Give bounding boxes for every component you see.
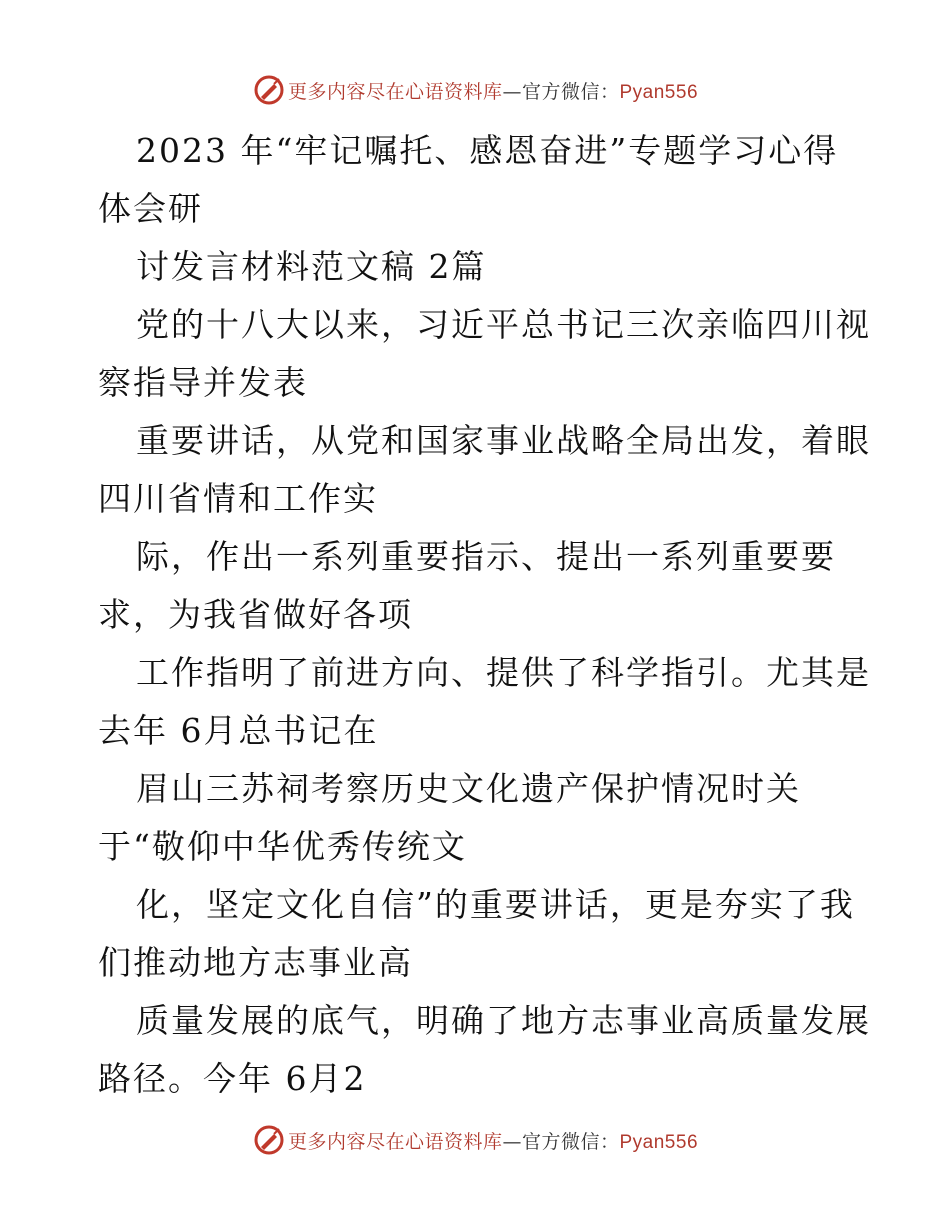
doc-line: 于“敬仰中华优秀传统文 xyxy=(98,827,467,866)
doc-line: 重要讲话，从党和国家事业战略全局出发，着眼 xyxy=(136,421,871,460)
doc-line: 路径。今年 6月2 xyxy=(98,1059,367,1098)
pen-logo-icon xyxy=(252,1123,286,1157)
footer-separator: — xyxy=(502,1130,522,1153)
doc-line: 工作指明了前进方向、提供了科学指引。尤其是 xyxy=(136,653,871,692)
doc-line: 质量发展的底气，明确了地方志事业高质量发展 xyxy=(136,1001,871,1040)
footer-text xyxy=(288,1127,698,1154)
doc-line: 2023 年“牢记嘱托、感恩奋进”专题学习心得 xyxy=(136,131,839,170)
footer-wechat-id: Pyan556 xyxy=(619,1131,699,1153)
doc-line: 求，为我省做好各项 xyxy=(98,595,413,634)
doc-line: 四川省情和工作实 xyxy=(98,479,378,518)
doc-line: 际，作出一系列重要指示、提出一系列重要要 xyxy=(136,537,836,576)
header-site-text: 更多内容尽在心语资料库 xyxy=(287,80,503,103)
doc-line: 讨发言材料范文稿 2篇 xyxy=(136,247,487,286)
doc-line: 察指导并发表 xyxy=(98,363,308,402)
doc-line: 眉山三苏祠考察历史文化遗产保护情况时关 xyxy=(136,769,801,808)
footer-banner xyxy=(0,1120,950,1160)
header-banner xyxy=(0,70,950,110)
pen-logo-icon xyxy=(252,73,286,107)
doc-line: 们推动地方志事业高 xyxy=(98,943,413,982)
header-wechat-id: Pyan556 xyxy=(619,81,699,103)
header-text xyxy=(288,77,698,104)
doc-line: 党的十八大以来，习近平总书记三次亲临四川视 xyxy=(136,305,871,344)
header-separator: — xyxy=(502,80,522,103)
doc-line: 体会研 xyxy=(98,189,203,228)
footer-site-text: 更多内容尽在心语资料库 xyxy=(287,1130,503,1153)
document-body xyxy=(98,122,871,1108)
header-contact-label: 官方微信： xyxy=(521,80,620,103)
doc-line: 化，坚定文化自信”的重要讲话，更是夯实了我 xyxy=(136,885,855,924)
footer-contact-label: 官方微信： xyxy=(521,1130,620,1153)
doc-line: 去年 6月总书记在 xyxy=(98,711,379,750)
